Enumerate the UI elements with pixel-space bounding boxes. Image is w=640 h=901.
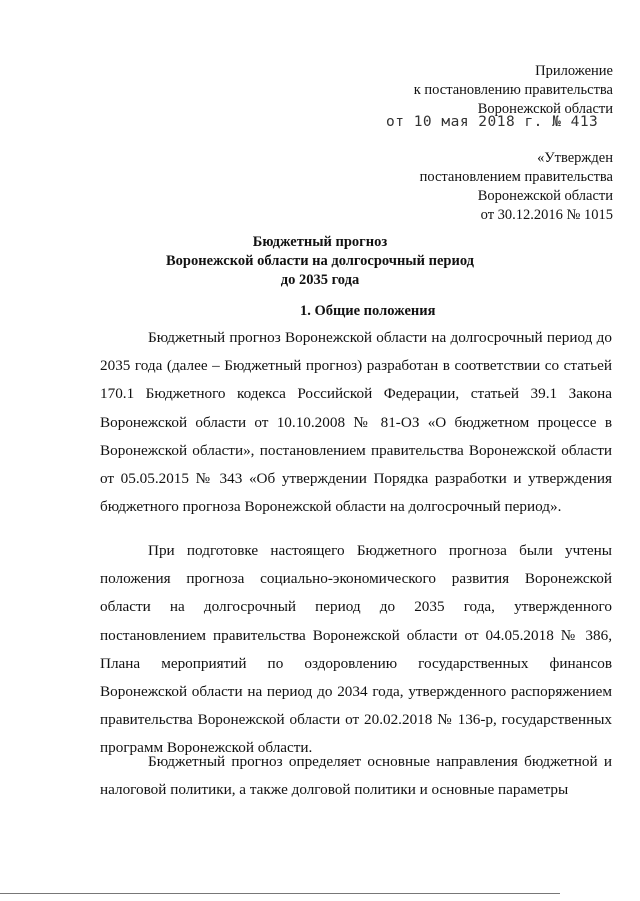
appendix-line-2: к постановлению правительства (413, 82, 613, 98)
paragraph-directions: Бюджетный прогноз определяет основные направления бюджетной и налоговой политики, а также долговой политики и основные параметры (100, 753, 612, 799)
approval-line-3: Воронежской области (477, 188, 613, 204)
section-heading: 1. Общие положения (300, 303, 436, 319)
resolution-date-stamp: от 10 мая 2018 г. № 413 (386, 114, 599, 130)
page-bottom-rule (0, 893, 560, 894)
paragraph-legal-basis: Бюджетный прогноз Воронежской области на долгосрочный период до 2035 года (далее – Бюджетный прогноз) разработан в соответствии со статьей 170.1 Бюджетного кодекса Российской Федерации, статьей 39.1 Закона Воронежской области от 10.10.2008 № 81-ОЗ «О бюджетном процессе в Воронежской области», постановлением правительства Воронежской области от 05.05.2015 № 343 «Об утверждении Порядка разработки и утверждения бюджетного прогноза Воронежской области на долгосрочный период». (100, 329, 612, 516)
approval-header (420, 149, 613, 225)
approval-line-2: постановлением правительства (419, 169, 613, 185)
document-title (0, 233, 640, 290)
approval-line-1: «Утвержден (537, 150, 613, 166)
title-line-1: Бюджетный прогноз (252, 234, 388, 250)
appendix-line-3: Воронежской области (477, 101, 613, 117)
paragraph-preparation: При подготовке настоящего Бюджетного прогноза были учтены положения прогноза социально-экономического развития Воронежской области на долгосрочный период до 2035 года, утвержденного постановлением правительства Воронежской области от 04.05.2018 № 386, Плана мероприятий по оздоровлению государственных финансов Воронежской области на период до 2034 года, утвержденного распоряжением правительства Воронежской области от 20.02.2018 № 136-р, государственных программ Воронежской области. (100, 542, 612, 757)
appendix-line-1: Приложение (535, 63, 613, 79)
approval-line-4: от 30.12.2016 № 1015 (480, 207, 613, 223)
title-line-3: до 2035 года (280, 272, 360, 288)
appendix-header (414, 62, 613, 119)
title-line-2: Воронежской области на долгосрочный период (166, 253, 474, 269)
